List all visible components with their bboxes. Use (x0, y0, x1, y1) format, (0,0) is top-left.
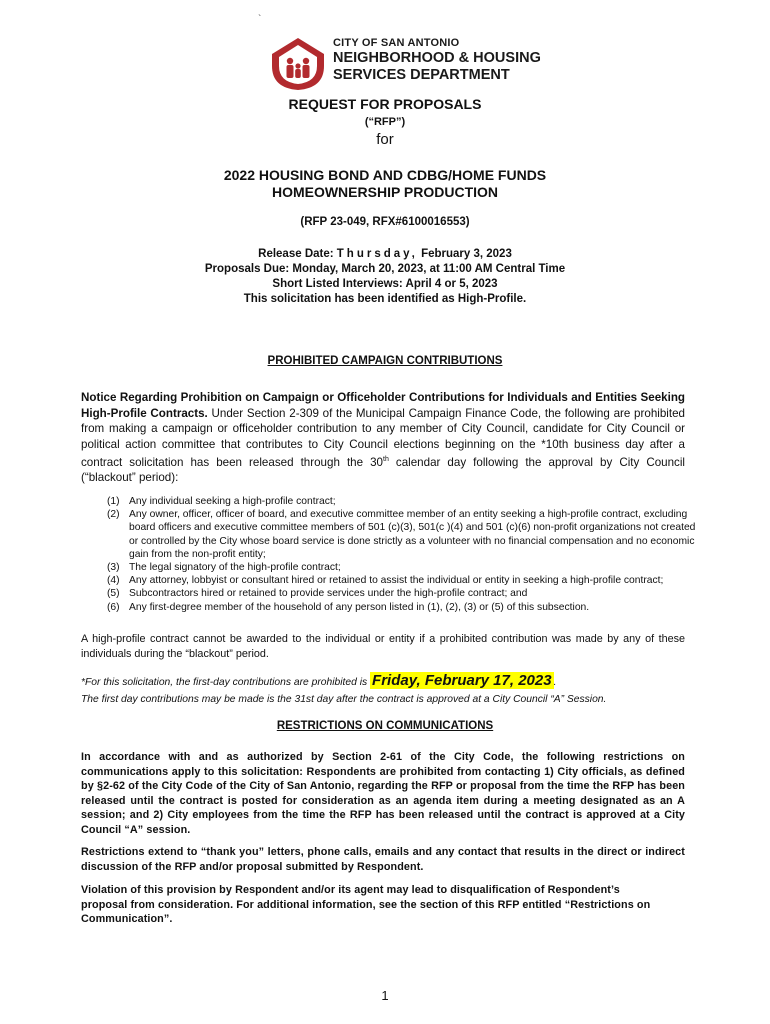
list-item-number: (2) (107, 509, 120, 521)
campaign-section-heading: PROHIBITED CAMPAIGN CONTRIBUTIONS (267, 355, 503, 367)
project-title (0, 167, 770, 201)
campaign-intro-bold: Notice Regarding Prohibition on Campaign or Officeholder Contributions for Individuals and Entities Seeking High-Profile Contracts. (81, 391, 685, 420)
award-note: A high-profile contract cannot be awarded to the individual or entity if a prohibited contribution was made by any of these individuals during the “blackout” period. (81, 633, 685, 660)
logo-house-icon (272, 38, 324, 90)
first-day-line2: The first day contributions may be made is the 31st day after the contract is approved at a City Council “A” Session. (81, 694, 607, 705)
communications-para3: Violation of this provision by Respondent and/or its agent may lead to disqualification of Respondent’s proposal from consideration. For additional information, see the section of this RFP entitled “Restrictions on Communication”. (81, 884, 651, 926)
document-title-abbrev: (“RFP”) (364, 116, 406, 128)
project-title-line2: HOMEOWNERSHIP PRODUCTION (271, 184, 499, 200)
list-item-text: Any first-degree member of the household of any person listed in (1), (2), (3) or (5) of this subsection. (129, 601, 590, 613)
list-item (107, 508, 707, 561)
first-day-line1 (81, 672, 685, 691)
short-listed-interviews: Short Listed Interviews: April 4 or 5, 2023 (272, 278, 498, 290)
first-day-suffix: . (553, 677, 557, 688)
campaign-intro-tail: calendar day following the approval by City Council (“blackout” period): (81, 455, 685, 485)
high-profile-note: This solicitation has been identified as High-Profile. (243, 293, 527, 305)
list-item-text: Subcontractors hired or retained to provide services under the high-profile contract; and (129, 588, 528, 600)
list-item-number: (5) (107, 588, 120, 600)
communications-para1: In accordance with and as authorized by Section 2-61 of the City Code, the following restrictions on communications apply to this solicitation: Respondents are prohibited from contacting 1) City officials, as defined by §2-62 of the City Code of the City of San Antonio, regarding the RFP or proposal from the time the RFP has been released until the contract is posted for consideration as an agenda item during a meeting designated as an A session; and 2) City employees from the time the RFP has been released until the contract is approved at a City Council “A” session. (81, 751, 685, 836)
department-line2: SERVICES DEPARTMENT (333, 66, 510, 83)
rfp-number: (RFP 23-049, RFX#6100016553) (300, 216, 470, 228)
department-name (333, 38, 541, 82)
list-item (107, 495, 707, 508)
list-item-number: (1) (107, 496, 120, 507)
release-date-value: February 3, 2023 (417, 248, 512, 260)
for-label: for (376, 131, 394, 148)
project-title-line1: 2022 HOUSING BOND AND CDBG/HOME FUNDS (223, 167, 547, 183)
list-item-text: The legal signatory of the high-profile contract; (129, 562, 341, 574)
first-day-prefix: *For this solicitation, the first-day contributions are prohibited is (81, 677, 371, 688)
key-dates (0, 247, 770, 307)
document-title: REQUEST FOR PROPOSALS (288, 96, 482, 112)
communications-section-heading: RESTRICTIONS ON COMMUNICATIONS (276, 720, 494, 732)
campaign-intro-sup: th (383, 456, 389, 463)
release-day: Thursday, (336, 248, 418, 260)
list-item (107, 574, 707, 587)
proposals-due: Proposals Due: Monday, March 20, 2023, at 11:00 AM Central Time (204, 263, 566, 275)
list-item (107, 587, 707, 600)
communications-para2: Restrictions extend to “thank you” letters, phone calls, emails and any contact that results in the direct or indirect discussion of the RFP and/or proposal submitted by Respondent. (81, 846, 685, 873)
list-item-number: (4) (107, 575, 120, 587)
list-item (107, 601, 707, 614)
first-day-notice (81, 672, 685, 708)
list-item-text: Any owner, officer, officer of board, and executive committee member of an entity seeking a high-profile contract, excluding board officers and executive committee members of 501 (c)(3), 501(c )(4) and 501 (c)(6) non-profit organizations not created or controlled by the City whose board service is done strictly as a volunteer with no financial compensation and no economic gain from the non-profit entity; (129, 509, 696, 560)
release-date (0, 247, 770, 262)
department-line1: NEIGHBORHOOD & HOUSING (333, 50, 541, 66)
stray-mark: ` (258, 14, 262, 25)
page-number: 1 (381, 988, 389, 1003)
list-item-number: (6) (107, 601, 120, 613)
list-item-text: Any individual seeking a high-profile contract; (129, 496, 336, 507)
first-day-date-highlight: Friday, February 17, 2023 (372, 672, 552, 689)
city-seal-logo (270, 36, 326, 92)
list-item (107, 561, 707, 574)
list-item-number: (3) (107, 562, 120, 574)
city-name: CITY OF SAN ANTONIO (333, 37, 460, 49)
campaign-intro-text: Under Section 2-309 of the Municipal Campaign Finance Code, the following are prohibited from making a campaign or officeholder contribution to any member of City Council, candidate for City Council or political action committee that contributes to City Council elections beginning on the *10th business day after a contract solicitation has been released through the 30 (81, 406, 685, 469)
campaign-intro (81, 390, 685, 486)
prohibited-list (107, 495, 707, 614)
list-item-text: Any attorney, lobbyist or consultant hired or retained to assist the individual or entity in seeking a high-profile contract; (129, 575, 664, 587)
release-prefix: Release Date: (258, 248, 337, 260)
